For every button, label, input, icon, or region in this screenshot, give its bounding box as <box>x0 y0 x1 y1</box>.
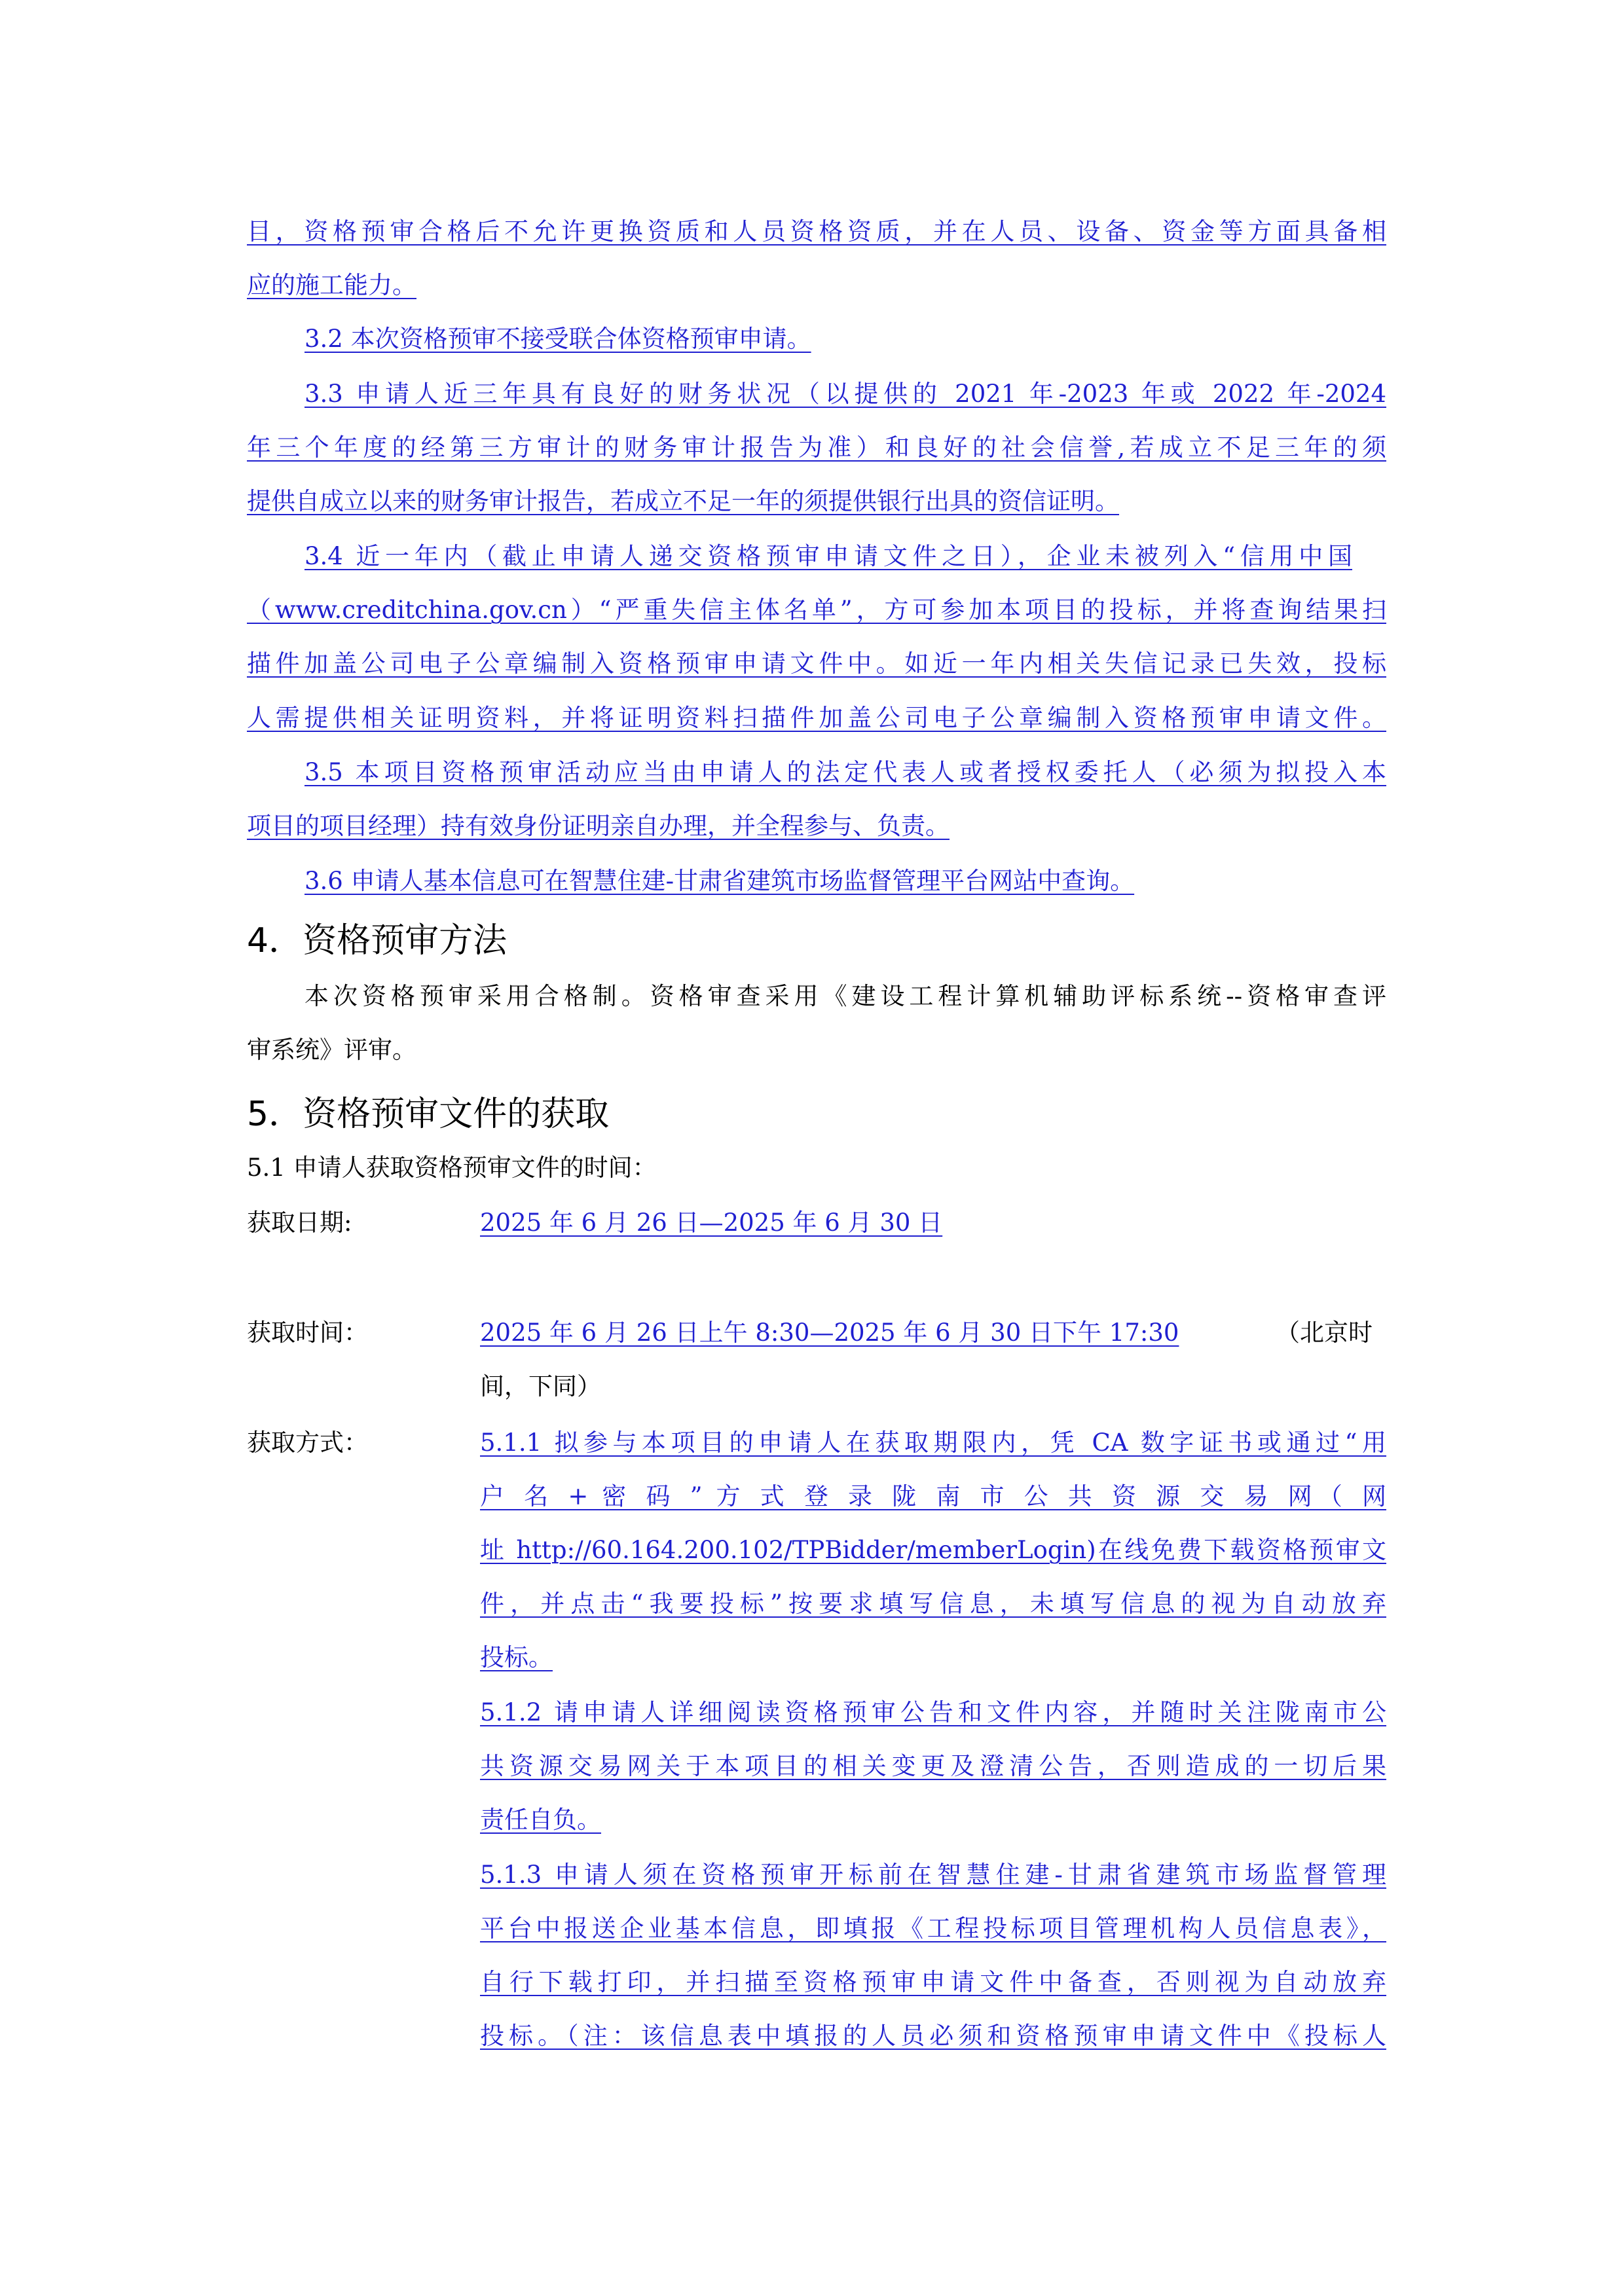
time-value[interactable]: 2025 年 6 月 26 日上午 8:30—2025 年 6 月 30 日下午 17:30 <box>480 1319 1179 1347</box>
para-3-4-line-2[interactable]: （www.creditchina.gov.cn）“严重失信主体名单”，方可参加本项目的投标，并将查询结果扫 <box>247 596 1386 624</box>
para-4-line-1: 本次资格预审采用合格制。资格审查采用《建设工程计算机辅助评标系统--资格审查评 <box>304 982 1386 1010</box>
method-5-1-3-line-4[interactable]: 投标。（注：该信息表中填报的人员必须和资格预审申请文件中《投标人 <box>480 2022 1386 2050</box>
date-label: 获取日期: <box>247 1209 352 1237</box>
method-5-1-1-line-4[interactable]: 件，并点击“我要投标”按要求填写信息，未填写信息的视为自动放弃 <box>480 1590 1386 1618</box>
para-3-3-line-2[interactable]: 年三个年度的经第三方审计的财务审计报告为准）和良好的社会信誉,若成立不足三年的须 <box>247 433 1386 462</box>
para-3-4-line-4[interactable]: 人需提供相关证明资料，并将证明资料扫描件加盖公司电子公章编制入资格预审申请文件。 <box>247 704 1386 732</box>
section-heading-5: 5．资格预审文件的获取 <box>247 1095 610 1134</box>
method-5-1-3-line-3[interactable]: 自行下载打印，并扫描至资格预审申请文件中备查，否则视为自动放弃 <box>480 1968 1386 1996</box>
method-5-1-3-line-2[interactable]: 平台中报送企业基本信息，即填报《工程投标项目管理机构人员信息表》， <box>480 1914 1386 1942</box>
date-value[interactable]: 2025 年 6 月 26 日—2025 年 6 月 30 日 <box>480 1209 943 1237</box>
method-5-1-1-line-3[interactable]: 址 http://60.164.200.102/TPBidder/memberLogin)在线免费下载资格预审文 <box>480 1536 1386 1564</box>
time-line-2: 间，下同） <box>480 1372 601 1400</box>
method-5-1-2-line-3[interactable]: 责任自负。 <box>480 1806 601 1834</box>
method-5-1-2-line-2[interactable]: 共资源交易网关于本项目的相关变更及澄清公告，否则造成的一切后果 <box>480 1752 1386 1780</box>
time-label: 获取时间： <box>247 1319 368 1347</box>
para-3-4-line-3[interactable]: 描件加盖公司电子公章编制入资格预审申请文件中。如近一年内相关失信记录已失效，投标 <box>247 649 1386 678</box>
method-5-1-2-line-1[interactable]: 5.1.2 请申请人详细阅读资格预审公告和文件内容，并随时关注陇南市公 <box>480 1698 1386 1726</box>
para-3-3-line-3[interactable]: 提供自成立以来的财务审计报告，若成立不足一年的须提供银行出具的资信证明。 <box>247 487 1119 515</box>
para-3-4-line-1[interactable]: 3.4 近一年内（截止申请人递交资格预审申请文件之日），企业未被列入“信用中国 <box>304 542 1352 570</box>
section-heading-4: 4．资格预审方法 <box>247 921 507 960</box>
method-5-1-1-line-1[interactable]: 5.1.1 拟参与本项目的申请人在获取期限内，凭 CA 数字证书或通过“用 <box>480 1429 1386 1457</box>
method-5-1-3-line-1[interactable]: 5.1.3 申请人须在资格预审开标前在智慧住建-甘肃省建筑市场监督管理 <box>480 1861 1386 1889</box>
method-5-1-1-line-2[interactable]: 户 名 + 密 码 ” 方 式 登 录 陇 南 市 公 共 资 源 交 易 网（ 网 <box>480 1482 1386 1510</box>
para-3-2[interactable]: 3.2 本次资格预审不接受联合体资格预审申请。 <box>304 325 811 353</box>
para-3-5-line-2[interactable]: 项目的项目经理）持有效身份证明亲自办理，并全程参与、负责。 <box>247 812 950 840</box>
method-label: 获取方式： <box>247 1429 368 1457</box>
para-3-1-line-2[interactable]: 应的施工能力。 <box>247 271 416 299</box>
para-3-5-line-1[interactable]: 3.5 本项目资格预审活动应当由申请人的法定代表人或者授权委托人（必须为拟投入本 <box>304 758 1386 786</box>
para-3-6[interactable]: 3.6 申请人基本信息可在智慧住建-甘肃省建筑市场监督管理平台网站中查询。 <box>304 867 1135 895</box>
para-5-1: 5.1 申请人获取资格预审文件的时间： <box>247 1154 657 1182</box>
para-3-3-line-1[interactable]: 3.3 申请人近三年具有良好的财务状况（以提供的 2021 年-2023 年或 2022 年-2024 <box>304 380 1386 408</box>
method-5-1-1-line-5[interactable]: 投标。 <box>480 1643 553 1671</box>
time-suffix: （北京时 <box>1276 1319 1373 1347</box>
para-3-1-line-1[interactable]: 目，资格预审合格后不允许更换资质和人员资格资质，并在人员、设备、资金等方面具备相 <box>247 217 1386 246</box>
para-4-line-2: 审系统》评审。 <box>247 1036 416 1064</box>
